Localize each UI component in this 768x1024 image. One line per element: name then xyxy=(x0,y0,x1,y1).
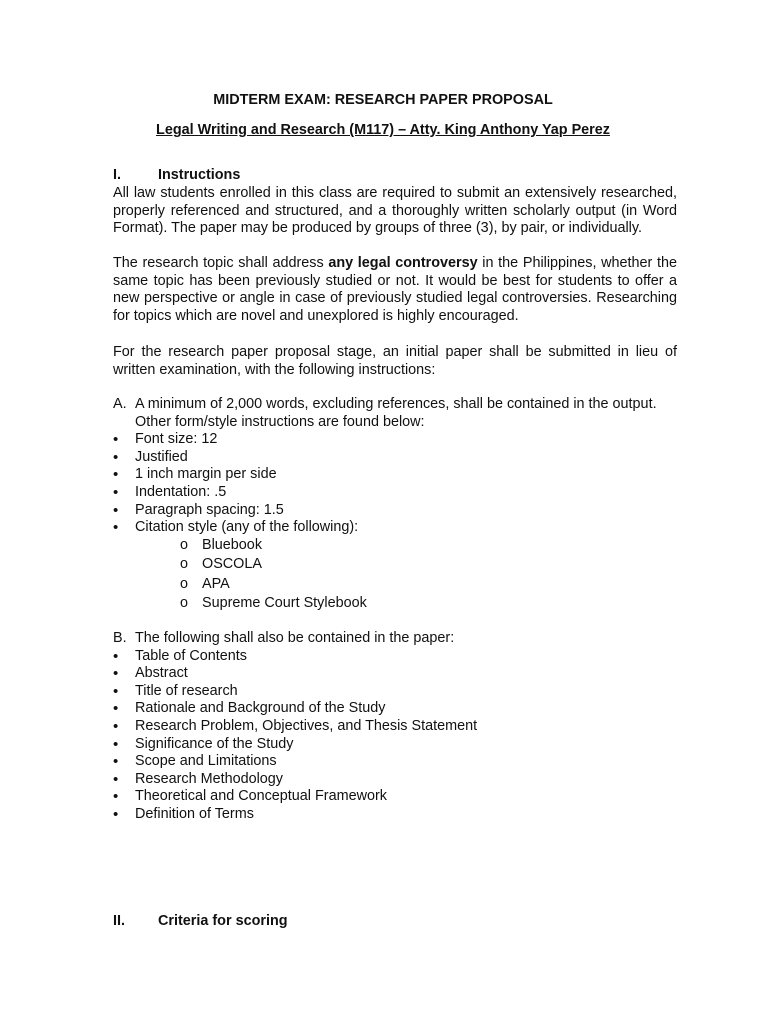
emphasis-text: any legal controversy xyxy=(328,255,478,271)
sub-list xyxy=(135,537,677,615)
list-item: • Significance of the Study xyxy=(113,736,677,754)
list-intro: B. The following shall also be contained in the paper: xyxy=(113,630,455,646)
sub-list-item: o OSCOLA xyxy=(135,556,677,576)
paragraph-eligibility: All law students enrolled in this class are required to submit an extensively researched, properly referenced and structured, and a thoroughly written scholarly output (in Word Format). The paper may be produced by groups of three (3), by pair, or individually. xyxy=(113,185,677,237)
section-number: II. xyxy=(113,913,125,929)
list-item: • Definition of Terms xyxy=(113,806,677,824)
document-title: MIDTERM EXAM: RESEARCH PAPER PROPOSAL xyxy=(213,92,553,108)
bullet-list xyxy=(113,648,677,824)
list-item: • 1 inch margin per side xyxy=(113,466,677,484)
list-item: • Justified xyxy=(113,449,677,467)
section-title: Criteria for scoring xyxy=(158,913,288,929)
list-item: • Rationale and Background of the Study xyxy=(113,700,677,718)
list-letter: B. xyxy=(113,630,127,646)
list-item: • Paragraph spacing: 1.5 xyxy=(113,502,677,520)
list-item: • Title of research xyxy=(113,683,677,701)
list-item: • Abstract xyxy=(113,665,677,683)
list-paper-contents xyxy=(113,630,677,824)
list-intro: A. A minimum of 2,000 words, excluding references, shall be contained in the output. Other form/style instructions are found below: xyxy=(113,396,657,430)
list-item: • Scope and Limitations xyxy=(113,753,677,771)
section-number: I. xyxy=(113,167,121,183)
list-item: • Research Methodology xyxy=(113,771,677,789)
paragraph-proposal-stage: For the research paper proposal stage, an initial paper shall be submitted in lieu of written examination, with the following instructions: xyxy=(113,344,677,378)
list-item: • Research Problem, Objectives, and Thesis Statement xyxy=(113,718,677,736)
sub-list-item: o Supreme Court Stylebook xyxy=(135,595,677,615)
sub-list-item: o Bluebook xyxy=(135,537,677,557)
list-item: • Indentation: .5 xyxy=(113,484,677,502)
list-form-style xyxy=(113,396,677,615)
list-item: • Theoretical and Conceptual Framework xyxy=(113,788,677,806)
paragraph-research-topic: The research topic shall address any legal controversy in the Philippines, whether the same topic has been previously studied or not. It would be best for students to offer a new perspective or angle in case of previously studied legal controversies. Researching for topics which are novel and unexplored is highly encouraged. xyxy=(113,255,677,324)
bullet-list xyxy=(113,431,677,615)
sub-list-item: o APA xyxy=(135,576,677,596)
document-subtitle: Legal Writing and Research (M117) – Atty. King Anthony Yap Perez xyxy=(156,122,610,138)
section-heading-criteria xyxy=(113,913,288,931)
list-item: • Table of Contents xyxy=(113,648,677,666)
list-letter: A. xyxy=(113,396,127,412)
section-heading-instructions xyxy=(113,167,240,185)
list-item: • Font size: 12 xyxy=(113,431,677,449)
section-title: Instructions xyxy=(158,167,241,183)
list-item: • Citation style (any of the following): o Bluebook o OSCOLA o APA o Supreme Court Stylebook xyxy=(113,519,677,615)
